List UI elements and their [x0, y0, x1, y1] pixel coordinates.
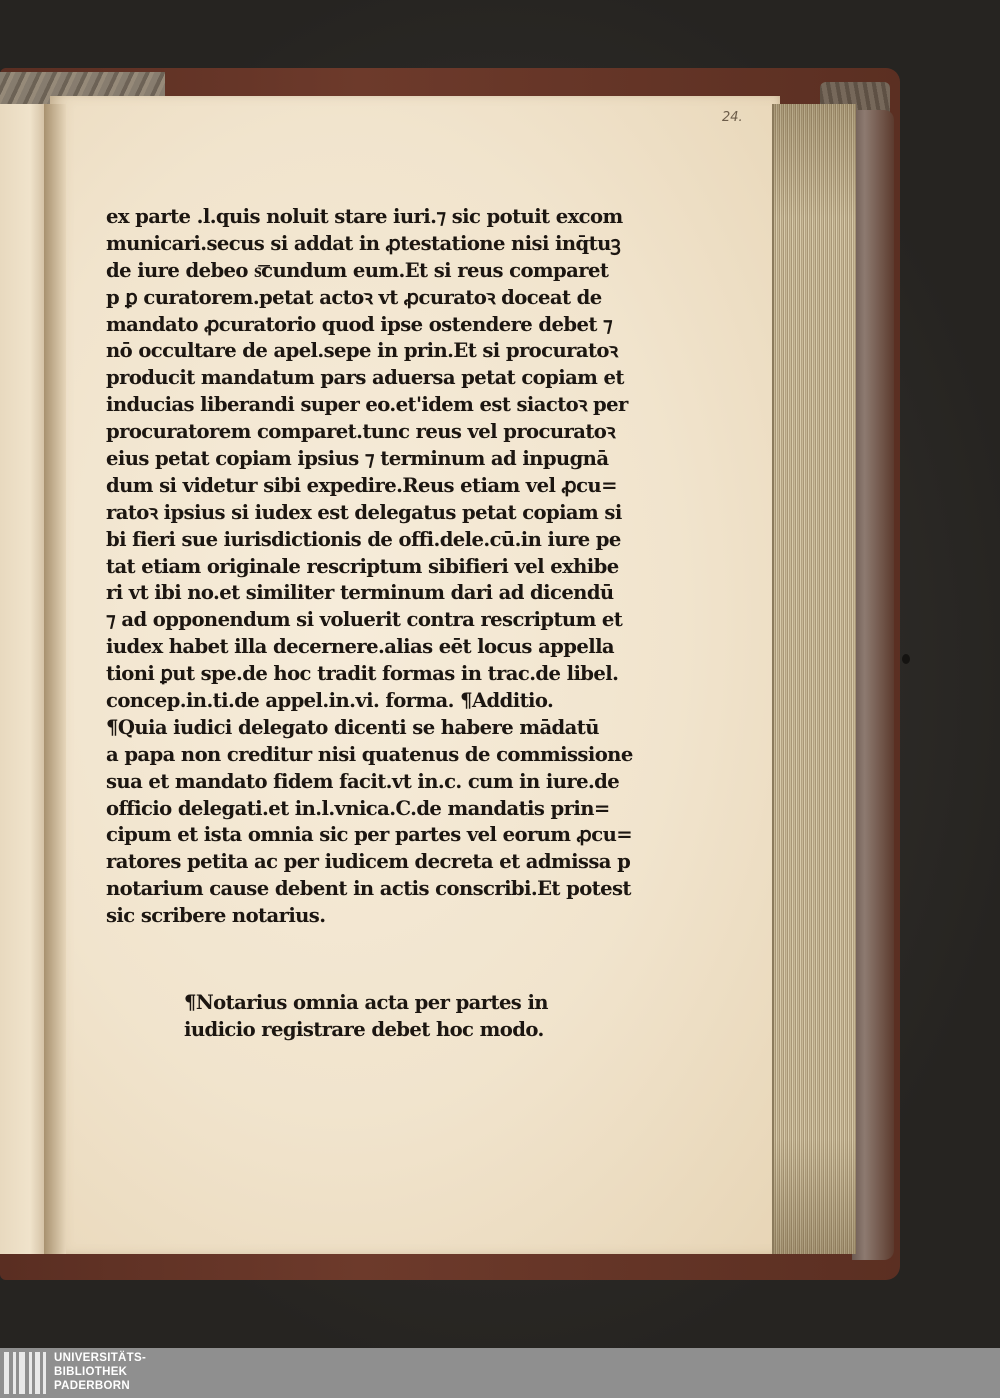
text-line: ⁊ ad opponendum si voluerit contra rescriptum et [106, 608, 623, 632]
text-line: de iure debeo s͞cundum eum.Et si reus comparet [106, 258, 609, 282]
text-line: a papa non creditur nisi quatenus de commissione [106, 742, 633, 766]
text-line: ex parte .l.quis noluit stare iuri.⁊ sic potuit excom [106, 205, 623, 228]
folio-number: 24. [722, 110, 743, 125]
text-line: officio delegati.et in.l.vnica.C.de mandatis prin= [106, 796, 610, 820]
back-cover-edge [852, 110, 894, 1260]
text-line: producit mandatum pars aduersa petat copiam et [106, 366, 624, 390]
text-line: bi fieri sue iurisdictionis de offi.dele.cū.in iure pe [106, 527, 621, 551]
text-line: nō occultare de apel.sepe in prin.Et si procuratoꝛ [106, 339, 618, 363]
text-line: ¶Quia iudici delegato dicenti se habere mādatū [106, 715, 599, 739]
page-fore-edge [772, 104, 856, 1254]
heading-line: ¶Notarius omnia acta per partes in [184, 991, 548, 1014]
library-name-line1: UNIVERSITÄTS- [54, 1352, 147, 1364]
text-line: iudex habet illa decernere.alias eēt locus appella [106, 635, 615, 659]
text-line: ri vt ibi no.et similiter terminum dari ad dicendū [106, 581, 614, 605]
text-line: cipum et ista omnia sic per partes vel eorum ꝓcu= [106, 823, 633, 847]
text-line: concep.in.ti.de appel.in.vi. forma. ¶Additio. [106, 689, 554, 713]
text-line: sua et mandato fidem facit.vt in.c. cum in iure.de [106, 769, 620, 793]
heading-line: iudicio registrare debet hoc modo. [184, 1017, 544, 1041]
gutter [44, 104, 66, 1254]
main-text-block [106, 204, 638, 930]
text-line: ratoꝛ ipsius si iudex est delegatus petat copiam si [106, 500, 622, 524]
text-line: procuratorem comparet.tunc reus vel procuratoꝛ [106, 420, 615, 444]
library-name-line3: PADERBORN [54, 1380, 130, 1392]
text-line: inducias liberandi super eo.et'idem est siactoꝛ per [106, 393, 628, 417]
library-name-line2: BIBLIOTHEK [54, 1366, 128, 1378]
text-line: ratores petita ac per iudicem decreta et admissa p [106, 850, 631, 874]
text-line: eius petat copiam ipsius ⁊ terminum ad inpugnā [106, 447, 609, 471]
text-line: tioni ꝑut spe.de hoc tradit formas in trac.de libel. [106, 662, 619, 686]
text-line: municari.secus si addat in ꝓtestatione nisi inq̄tuꝫ [106, 231, 621, 255]
text-line: tat etiam originale rescriptum sibifieri vel exhibe [106, 554, 619, 578]
text-line: p ꝑ curatorem.petat actoꝛ vt ꝓcuratoꝛ doceat de [106, 285, 602, 309]
cover-hole [902, 654, 910, 664]
left-page-edge [0, 104, 50, 1254]
notarius-heading [184, 990, 604, 1044]
text-line: sic scribere notarius. [106, 904, 326, 928]
text-line: dum si videtur sibi expedire.Reus etiam vel ꝓcu= [106, 473, 617, 497]
library-logo-icon [4, 1352, 46, 1394]
text-line: notarium cause debent in actis conscribi.Et potest [106, 877, 631, 901]
library-footer [0, 1348, 1000, 1398]
library-name [54, 1351, 146, 1393]
text-line: mandato ꝓcuratorio quod ipse ostendere debet ⁊ [106, 312, 613, 336]
